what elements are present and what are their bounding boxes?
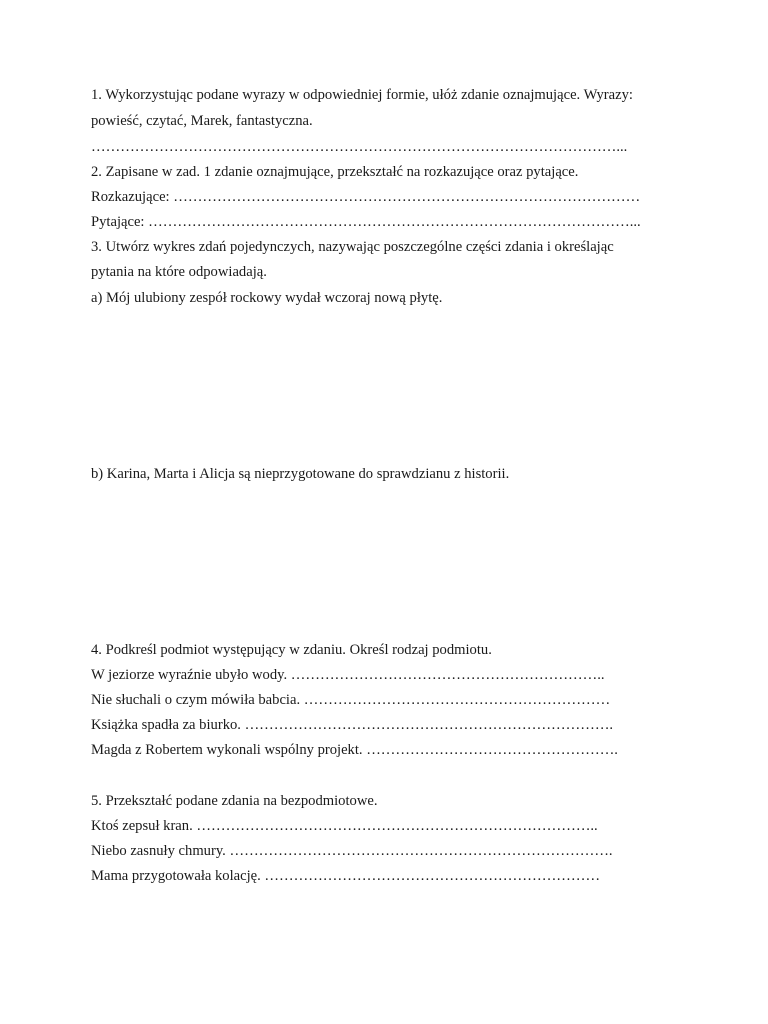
task1-instruction-line2: powieść, czytać, Marek, fantastyczna. — [91, 113, 313, 129]
task3-sentence-b: b) Karina, Marta i Alicja są nieprzygotowane do sprawdzianu z historii. — [91, 466, 510, 482]
task3-instruction-line2: pytania na które odpowiadają. — [91, 264, 267, 280]
task2-instruction: 2. Zapisane w zad. 1 zdanie oznajmujące, przekształć na rozkazujące oraz pytające. — [91, 164, 579, 180]
task3-instruction-line1: 3. Utwórz wykres zdań pojedynczych, nazywając poszczególne części zdania i określając — [91, 239, 614, 255]
task4-instruction: 4. Podkreśl podmiot występujący w zdaniu. Określ rodzaj podmiotu. — [91, 642, 492, 658]
task4-item: Magda z Robertem wykonali wspólny projekt. ……………………………………………. — [91, 742, 618, 758]
task1-instruction-line1: 1. Wykorzystując podane wyrazy w odpowiedniej formie, ułóż zdanie oznajmujące. Wyrazy: — [91, 87, 633, 103]
task4-item: W jeziorze wyraźnie ubyło wody. ……………………………………………………….. — [91, 667, 605, 683]
task2-imperative-line: Rozkazujące: …………………………………………………………………………………… — [91, 189, 641, 205]
task5-item: Ktoś zepsuł kran. ……………………………………………………………………….. — [91, 818, 598, 834]
task3-sentence-a: a) Mój ulubiony zespół rockowy wydał wczoraj nową płytę. — [91, 290, 443, 306]
task2-interrogative-line: Pytające: ………………………………………………………………………………………... — [91, 214, 641, 230]
task5-item: Mama przygotowała kolację. …………………………………………………………… — [91, 868, 601, 884]
task5-item: Niebo zasnuły chmury. ……………………………………………………………………. — [91, 843, 613, 859]
task4-item: Nie słuchali o czym mówiła babcia. ……………………………………………………… — [91, 692, 611, 708]
task5-instruction: 5. Przekształć podane zdania na bezpodmiotowe. — [91, 793, 378, 809]
task4-item: Książka spadła za biurko. …………………………………………………………………. — [91, 717, 614, 733]
task1-answer-line: ………………………………………………………………………………………………... — [91, 139, 628, 155]
